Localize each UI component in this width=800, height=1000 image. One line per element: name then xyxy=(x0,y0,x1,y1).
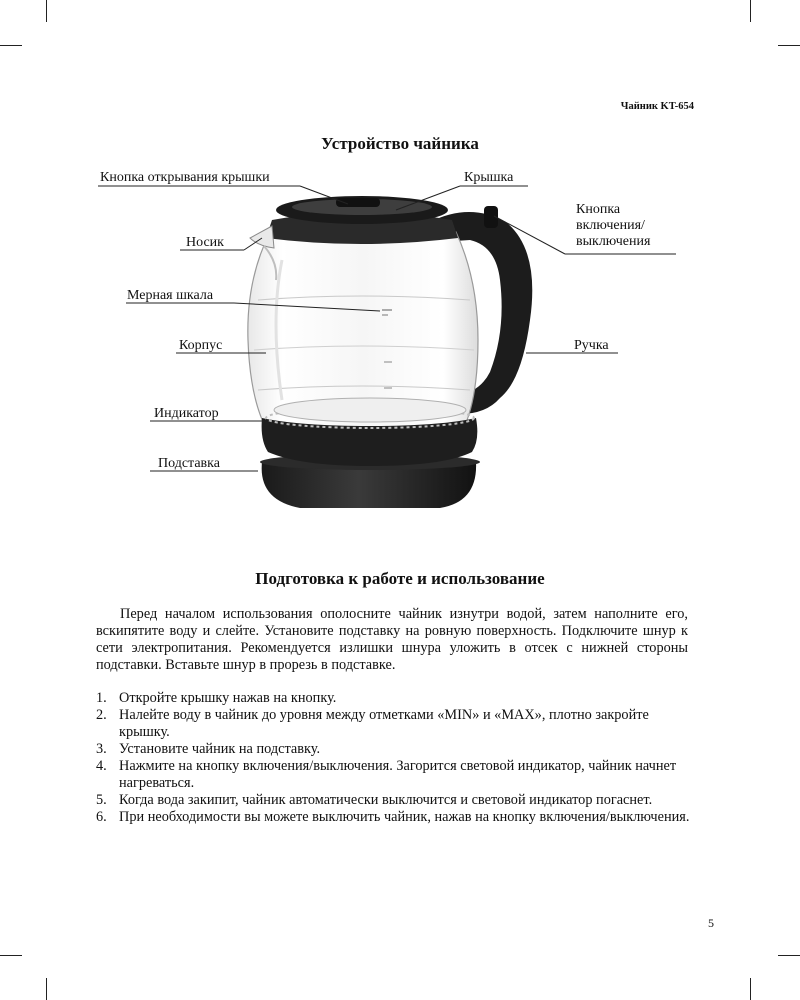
step-number: 5. xyxy=(96,792,107,808)
preparation-paragraph: Перед началом использования ополосните чайник изнутри водой, затем наполните его, вскипятите воду и слейте. Установите подставку на ровную поверхность. Подключите шнур к сети электропитания. Рекомендуется излишки шнура уложить в отсек с нижней стороны подставки. Вставьте шнур в прорезь в подставке. xyxy=(96,606,688,673)
page-number: 5 xyxy=(708,916,714,930)
label-lid: Крышка xyxy=(464,170,514,185)
step-item xyxy=(96,758,696,792)
step-number: 4. xyxy=(96,758,107,774)
label-body: Корпус xyxy=(179,338,223,353)
steps-list xyxy=(96,690,696,826)
header-model: Чайник KT-654 xyxy=(620,101,694,112)
label-base: Подставка xyxy=(158,456,220,471)
step-item xyxy=(96,707,696,741)
label-power-button xyxy=(576,202,650,250)
crop-mark xyxy=(0,955,22,956)
step-text: Когда вода закипит, чайник автоматически выключится и световой индикатор погаснет. xyxy=(119,792,653,808)
device-section-title: Устройство чайника xyxy=(321,134,479,153)
preparation-section-title: Подготовка к работе и использование xyxy=(255,569,545,588)
step-item xyxy=(96,792,696,809)
step-text: При необходимости вы можете выключить чайник, нажав на кнопку включения/выключения. xyxy=(119,809,690,825)
label-spout: Носик xyxy=(186,235,224,250)
step-number: 3. xyxy=(96,741,107,757)
step-item xyxy=(96,809,696,826)
label-handle: Ручка xyxy=(574,338,609,353)
step-text: Нажмите на кнопку включения/выключения. Загорится световой индикатор, чайник начнет нагреваться. xyxy=(119,758,677,791)
step-text: Налейте воду в чайник до уровня между отметками «MIN» и «MAX», плотно закройте крышку. xyxy=(119,707,649,740)
step-number: 2. xyxy=(96,707,107,723)
label-power-button-line: выключения xyxy=(576,234,651,249)
crop-mark xyxy=(46,978,47,1000)
step-text: Откройте крышку нажав на кнопку. xyxy=(119,690,337,706)
label-lid-button: Кнопка открывания крышки xyxy=(100,170,270,185)
label-scale: Мерная шкала xyxy=(127,288,214,303)
step-number: 1. xyxy=(96,690,107,706)
crop-mark xyxy=(750,978,751,1000)
step-item xyxy=(96,741,696,758)
label-power-button-line: включения/ xyxy=(576,218,645,233)
step-number: 6. xyxy=(96,809,107,825)
step-text: Установите чайник на подставку. xyxy=(119,741,321,757)
crop-mark xyxy=(778,955,800,956)
step-item xyxy=(96,690,696,707)
kettle-spout xyxy=(250,226,274,248)
label-power-button-line: Кнопка xyxy=(576,202,621,217)
label-indicator: Индикатор xyxy=(154,406,219,421)
